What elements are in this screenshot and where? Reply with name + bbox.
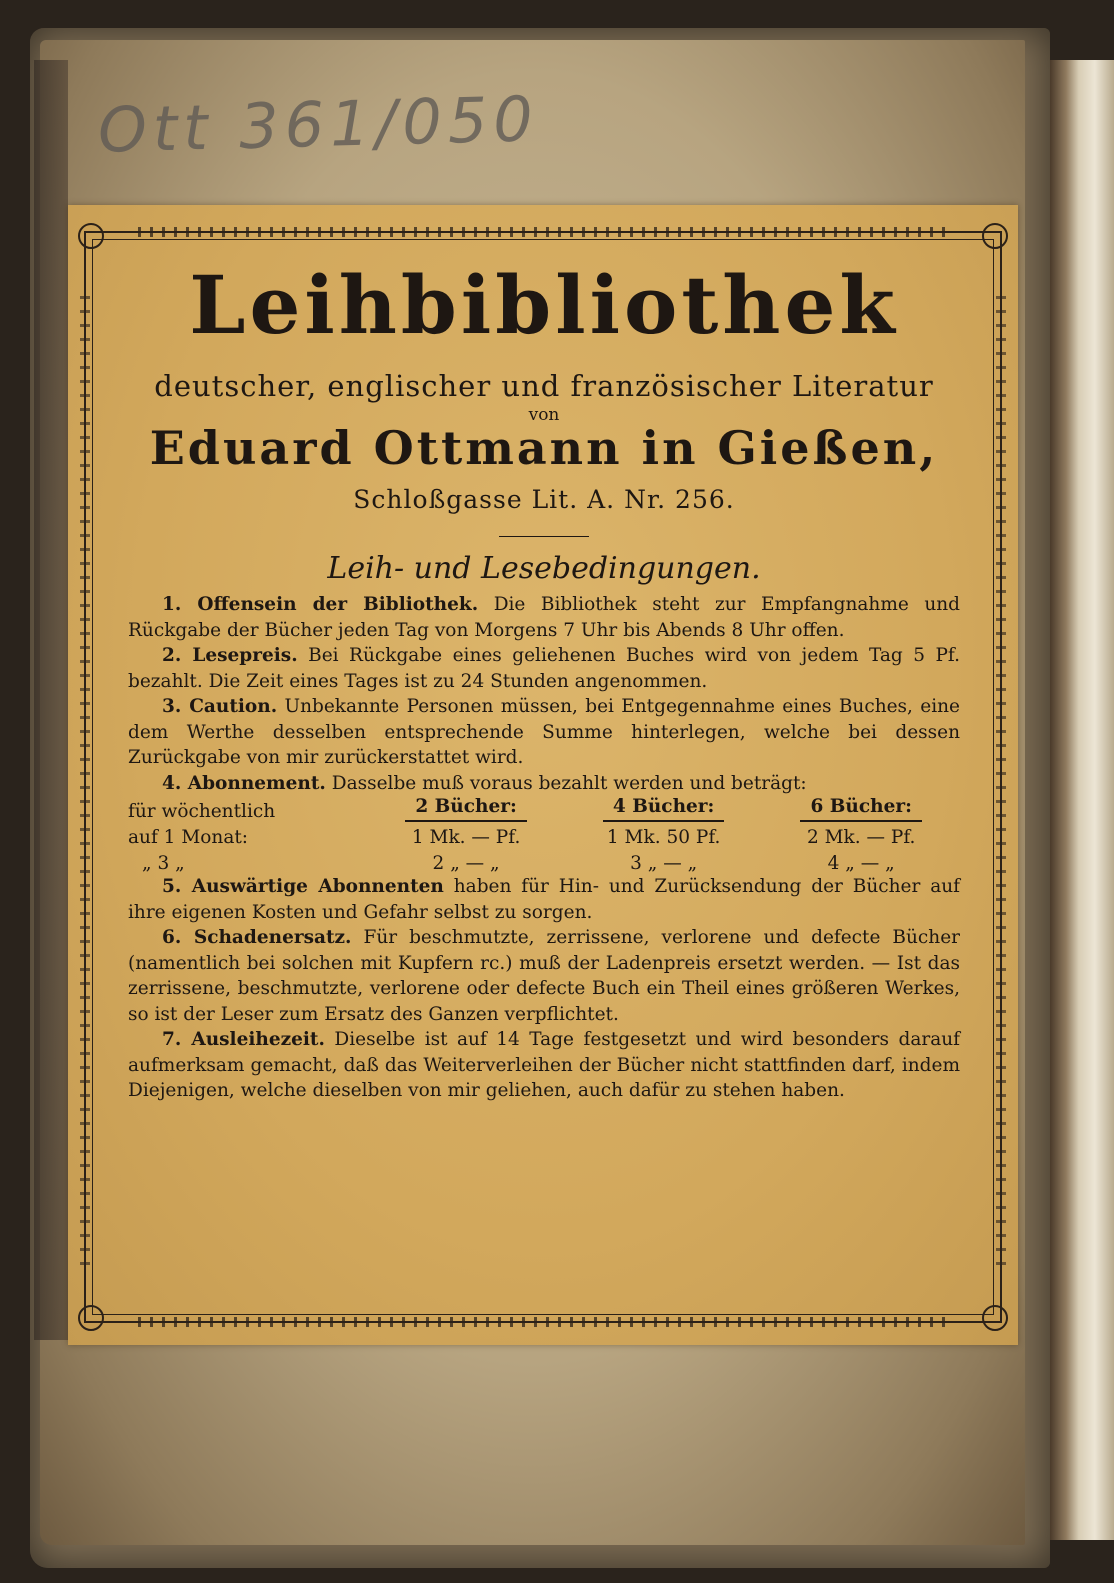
table-row: „ 3 „ 2 „ — „ 3 „ — „ 4 „ — „ (142, 853, 895, 874)
label-title: Leihbibliothek (189, 258, 899, 352)
left-ornament (80, 285, 90, 1265)
table-col-header: 4 Bücher: (603, 796, 724, 822)
pencil-shelfmark: Ott 361/050 (97, 82, 540, 167)
book-page-edges (1050, 60, 1114, 1540)
bottom-ornament (138, 1317, 948, 1327)
condition-7: 7. Ausleihezeit. Dieselbe ist auf 14 Tage festgesetzt und wird besonders darauf aufmerksam gemacht, daß das Weiterverleihen der Bücher nicht stattfinden darf, indem Diejenigen, welche dieselben von mir geliehen, auch dafür zu stehen haben. (128, 1029, 960, 1101)
label-subtitle: deutscher, englischer und französischer Literatur (154, 369, 934, 403)
subscription-table (128, 796, 960, 874)
table-row: auf 1 Monat: 1 Mk. — Pf. 1 Mk. 50 Pf. 2 Mk. — Pf. (128, 827, 916, 848)
condition-2: 2. Lesepreis. Bei Rückgabe eines geliehenen Buches wird von jedem Tag 5 Pf. bezahlt. Die Zeit eines Tages ist zu 24 Stunden angenommen. (128, 645, 960, 692)
label-von: von (528, 405, 560, 425)
table-col-header: 6 Bücher: (800, 796, 921, 822)
right-ornament (996, 285, 1006, 1265)
table-row-label-head: für wöchentlich (128, 801, 276, 822)
library-label (68, 205, 1018, 1345)
condition-1: 1. Offensein der Bibliothek. Die Bibliothek steht zur Empfangnahme und Rückgabe der Bücher jeden Tag von Morgens 7 Uhr bis Abends 8 Uhr offen. (128, 594, 961, 641)
cover-edge-strip (34, 60, 68, 1340)
corner-ornament-icon (78, 1305, 104, 1331)
divider (499, 536, 589, 537)
owner-name: Eduard Ottmann in Gießen, (149, 421, 939, 475)
condition-3: 3. Caution. Unbekannte Personen müssen, bei Entgegennahme eines Buches, eine dem Werthe desselben entsprechende Summe hinterlegen, welche bei dessen Zurückgabe von mir zurückerstattet wird. (128, 696, 960, 768)
top-ornament (138, 227, 948, 237)
corner-ornament-icon (78, 223, 104, 249)
label-content (128, 245, 960, 1104)
condition-6: 6. Schadenersatz. Für beschmutzte, zerrissene, verlorene und defecte Bücher (namentlich bei solchen mit Kupfern rc.) muß der Ladenpreis ersetzt werden. — Ist das zerrissene, beschmutzte, verlorene oder defecte Buch ein Theil eines größeren Werkes, so ist der Leser zum Ersatz des Ganzen verpflichtet. (128, 927, 960, 1025)
table-col-header: 2 Bücher: (405, 796, 526, 822)
condition-4: 4. Abonnement. Dasselbe muß voraus bezahlt werden und beträgt: (162, 772, 807, 794)
conditions-title: Leih- und Lesebedingungen. (327, 551, 761, 586)
owner-address: Schloßgasse Lit. A. Nr. 256. (353, 485, 735, 514)
condition-5: 5. Auswärtige Abonnenten haben für Hin- und Zurücksendung der Bücher auf ihre eigenen Kosten und Gefahr selbst zu sorgen. (128, 876, 960, 923)
corner-ornament-icon (982, 1305, 1008, 1331)
corner-ornament-icon (982, 223, 1008, 249)
